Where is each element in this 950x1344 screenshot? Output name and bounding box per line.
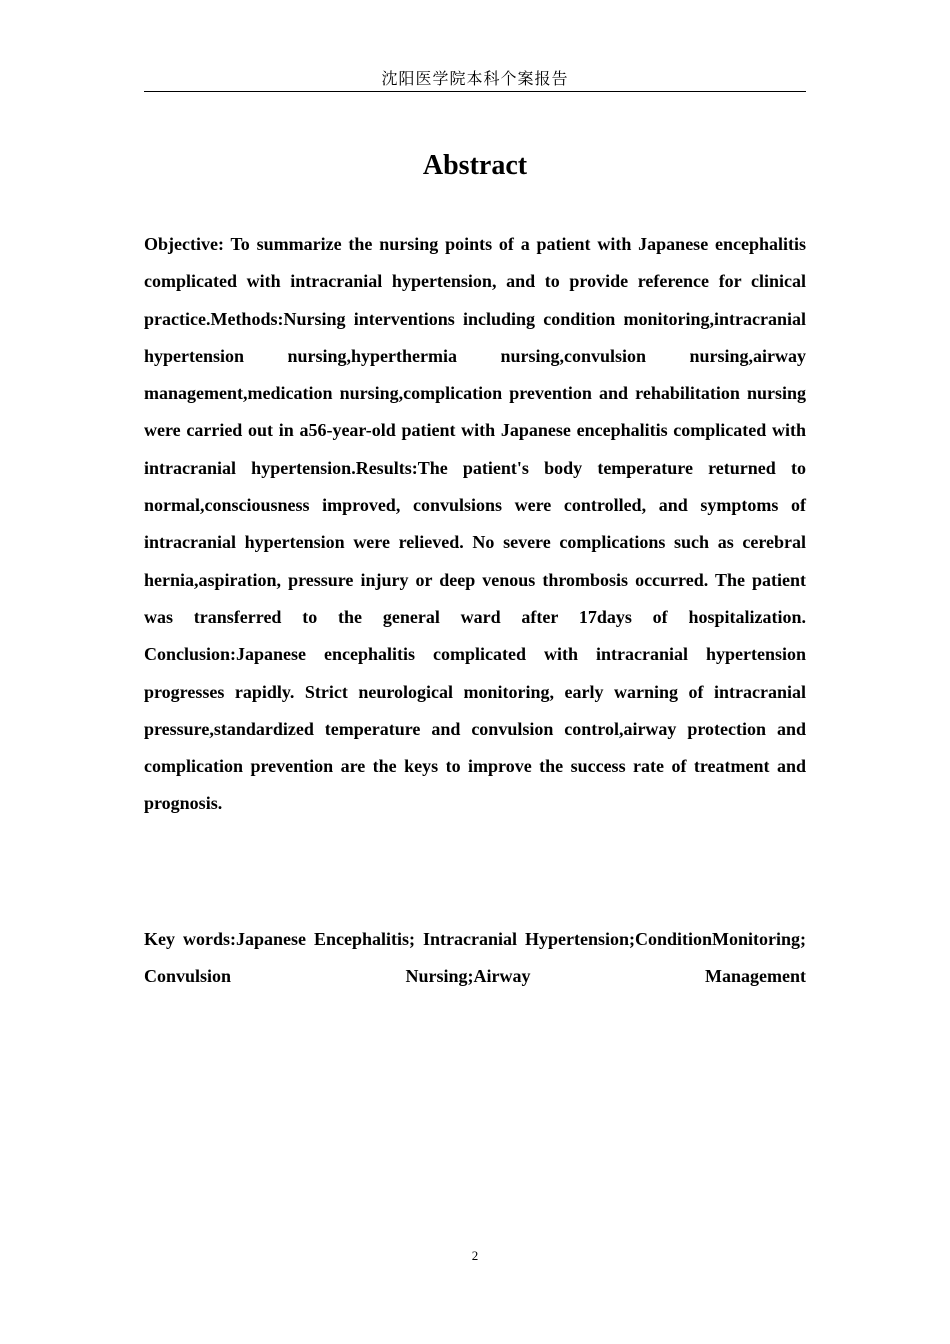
running-header: 沈阳医学院本科个案报告 — [381, 69, 569, 88]
keywords: Key words:Japanese Encephalitis; Intracranial Hypertension;ConditionMonitoring; Convulsion Nursing;Airway Management — [144, 929, 806, 987]
header-rule — [144, 91, 806, 92]
page-title: Abstract — [422, 150, 528, 181]
abstract-body: Objective: To summarize the nursing points of a patient with Japanese encephalitis complicated with intracranial hypertension, and to provide reference for clinical practice.Methods:Nursing interventions including condition monitoring,intracranial hypertension nursing,hyperthermia nursing,convulsion nursing,airway management,medication nursing,complication prevention and rehabilitation nursing were carried out in a56-year-old patient with Japanese encephalitis complicated with intracranial hypertension.Results:The patient's body temperature returned to normal,consciousness improved, convulsions were controlled, and symptoms of intracranial hypertension were relieved. No severe complications such as cerebral hernia,aspiration, pressure injury or deep venous thrombosis occurred. The patient was transferred to the general ward after 17days of hospitalization. Conclusion:Japanese encephalitis complicated with intracranial hypertension progresses rapidly. Strict neurological monitoring, early warning of intracranial pressure,standardized temperature and convulsion control,airway protection and complication prevention are the keys to improve the success rate of treatment and prognosis. — [144, 234, 806, 814]
page-number: 2 — [471, 1248, 479, 1263]
